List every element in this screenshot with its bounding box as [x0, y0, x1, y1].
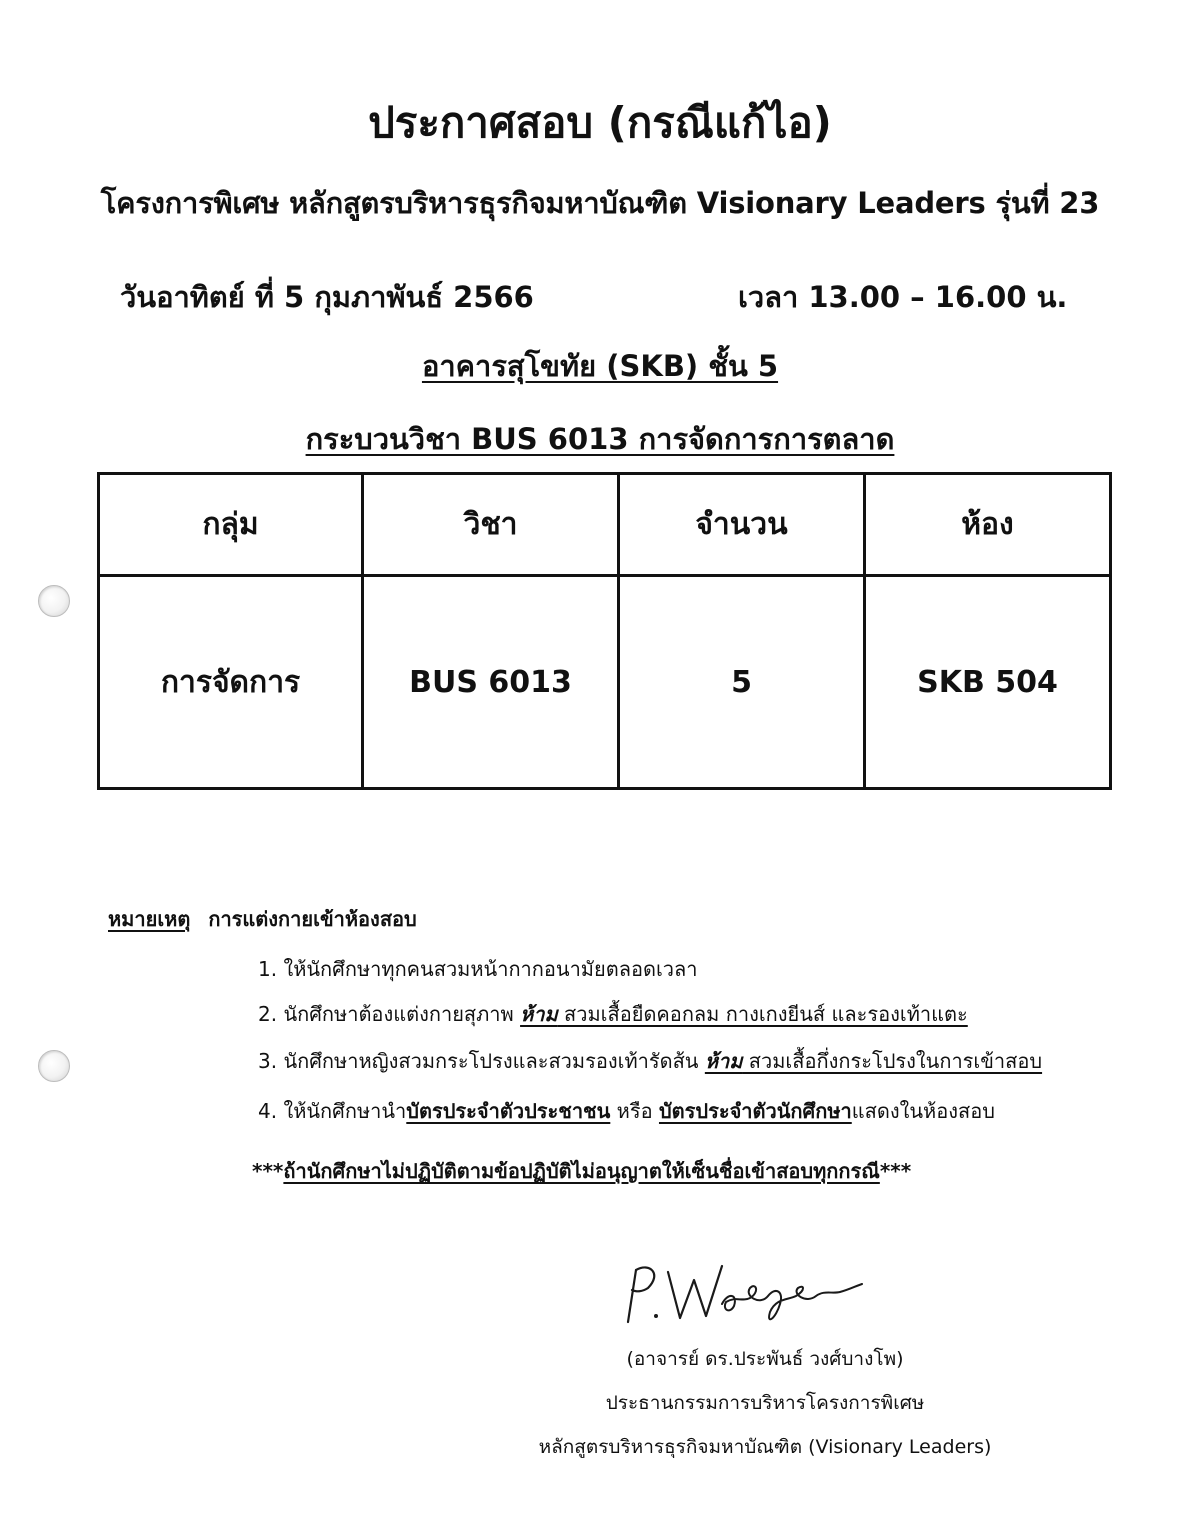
table-row	[99, 576, 1111, 789]
rule-4	[258, 1095, 995, 1127]
warning-prefix: ***	[252, 1159, 284, 1183]
rule-2-rest: สวมเสื้อยืดคอกลม กางเกงยีนส์ และรองเท้าแตะ	[557, 1002, 968, 1026]
exam-building	[0, 343, 1200, 389]
rule-4-student-card: บัตรประจำตัวนักศึกษา	[658, 1099, 852, 1123]
punch-hole-icon	[38, 1050, 70, 1082]
warning-text: ถ้านักศึกษาไม่ปฏิบัติตามข้อปฏิบัติไม่อนุญาตให้เซ็นชื่อเข้าสอบทุกกรณี	[283, 1159, 880, 1183]
column-header-room: ห้อง	[865, 474, 1111, 576]
handwritten-signature	[610, 1252, 870, 1342]
warning-suffix: ***	[879, 1159, 912, 1183]
page-title: ประกาศสอบ (กรณีแก้ไอ)	[368, 98, 832, 147]
rule-2	[258, 998, 968, 1030]
rule-3-prefix: 3. นักศึกษาหญิงสวมกระโปรงและสวมรองเท้ารัดส้น	[258, 1049, 705, 1073]
notes-heading	[108, 903, 417, 935]
column-header-subject: วิชา	[363, 474, 619, 576]
rule-2-prefix: 2. นักศึกษาต้องแต่งกายสุภาพ	[258, 1002, 521, 1026]
column-header-group: กลุ่ม	[99, 474, 363, 576]
program-subtitle: โครงการพิเศษ หลักสูตรบริหารธุรกิจมหาบัณฑิต Visionary Leaders รุ่นที่ 23	[100, 186, 1100, 220]
rule-4-prefix: 4. ให้นักศึกษานำ	[258, 1099, 407, 1123]
notes-label: หมายเหตุ	[108, 907, 191, 931]
rule-3-rest: สวมเสื้อกึ่งกระโปรงในการเข้าสอบ	[742, 1049, 1043, 1073]
exam-subject	[0, 416, 1200, 462]
cell-room: SKB 504	[865, 576, 1111, 789]
table-header-row	[99, 474, 1111, 576]
column-header-count: จำนวน	[619, 474, 865, 576]
building-text: อาคารสุโขทัย (SKB) ชั้น 5	[421, 349, 779, 383]
rule-1: 1. ให้นักศึกษาทุกคนสวมหน้ากากอนามัยตลอดเวลา	[258, 957, 698, 981]
exam-date: วันอาทิตย์ ที่ 5 กุมภาพันธ์ 2566	[120, 280, 534, 314]
signatory-name: (อาจารย์ ดร.ประพันธ์ วงศ์บางโพ)	[626, 1348, 904, 1370]
cell-count: 5	[619, 576, 865, 789]
rule-2-prohibit: ห้าม	[520, 1002, 558, 1026]
rule-3	[258, 1045, 1042, 1077]
notes-title: การแต่งกายเข้าห้องสอบ	[208, 907, 417, 931]
rule-4-or: หรือ	[610, 1099, 659, 1123]
rule-3-prohibit: ห้าม	[704, 1049, 743, 1073]
signatory-program: หลักสูตรบริหารธุรกิจมหาบัณฑิต (Visionary Leaders)	[538, 1436, 992, 1458]
cell-subject: BUS 6013	[363, 576, 619, 789]
warning-note	[252, 1155, 911, 1187]
signatory-position: ประธานกรรมการบริหารโครงการพิเศษ	[605, 1392, 925, 1414]
subject-text: กระบวนวิชา BUS 6013 การจัดการการตลาด	[305, 422, 895, 456]
cell-group: การจัดการ	[99, 576, 363, 789]
exam-table	[97, 472, 1112, 790]
exam-time: เวลา 13.00 – 16.00 น.	[738, 280, 1068, 314]
punch-hole-icon	[38, 585, 70, 617]
rule-4-id-card: บัตรประจำตัวประชาชน	[406, 1099, 611, 1123]
rule-4-suffix: แสดงในห้องสอบ	[851, 1099, 995, 1123]
